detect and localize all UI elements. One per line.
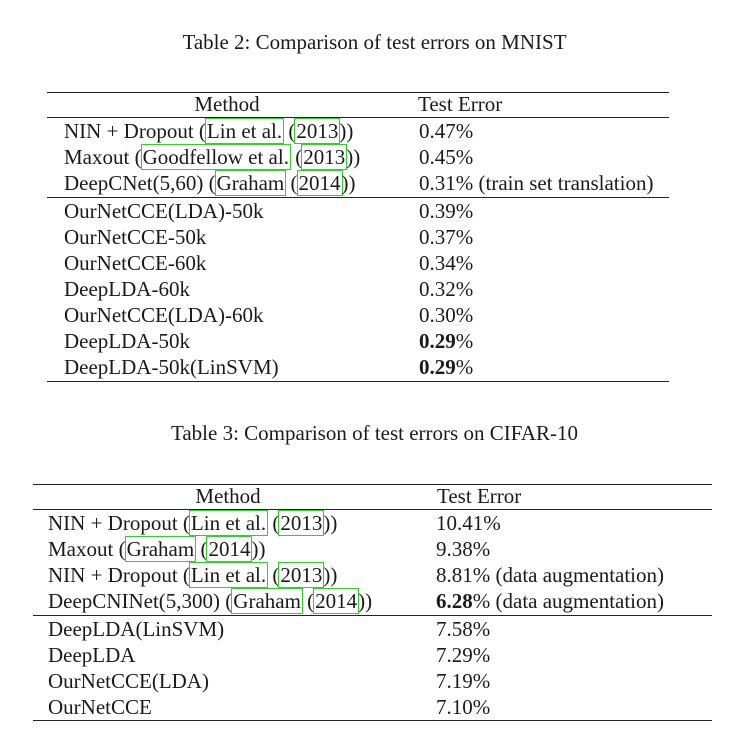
citation-year-link[interactable]: 2013 bbox=[280, 563, 323, 587]
table3-row: Maxout (Graham (2014)) 9.38% bbox=[48, 537, 491, 561]
table3-header-row bbox=[33, 483, 712, 509]
table2-caption: Table 2: Comparison of test errors on MNIST bbox=[182, 30, 567, 54]
table2-bottom-rule bbox=[47, 381, 669, 382]
table3-error-cell: 8.81% (data augmentation) bbox=[436, 563, 665, 587]
citation-year-link[interactable]: 2014 bbox=[298, 171, 341, 195]
citation-link[interactable]: Lin et al. bbox=[206, 119, 283, 143]
citation-year-link[interactable]: 2013 bbox=[280, 511, 323, 535]
citation-link[interactable]: Graham bbox=[233, 589, 301, 613]
best-error-value: 6.28 bbox=[436, 589, 473, 613]
citation-year-link[interactable]: 2013 bbox=[303, 145, 346, 169]
citation-year-link[interactable]: 2014 bbox=[208, 537, 251, 561]
table3-error-cell: 10.41% bbox=[436, 511, 501, 535]
table2-error-cell: 0.45% bbox=[419, 145, 474, 169]
table2-header-method: Method bbox=[194, 92, 260, 116]
table3-error-cell: 9.38% bbox=[436, 537, 491, 561]
table2-header-error: Test Error bbox=[418, 92, 503, 116]
best-error-value: 0.29 bbox=[419, 329, 456, 353]
table3-error-cell: 6.28% (data augmentation) bbox=[436, 589, 665, 613]
citation-link[interactable]: Graham bbox=[126, 537, 195, 561]
table2-row: Maxout (Goodfellow et al. (2013)) 0.45% bbox=[64, 145, 474, 169]
table2-error-cell: 0.47% bbox=[419, 119, 474, 143]
table3-caption: Table 3: Comparison of test errors on CIFAR-10 bbox=[171, 421, 578, 445]
table3-row: DeepCNINet(5,300) (Graham (2014)) 6.28% (data augmentation) bbox=[48, 589, 665, 613]
table2-error-cell: 0.31% (train set translation) bbox=[419, 171, 654, 195]
table3-header-method: Method bbox=[195, 484, 261, 508]
table2-header-row bbox=[47, 91, 669, 117]
best-error-value: 0.29 bbox=[419, 355, 456, 379]
table3-row: NIN + Dropout (Lin et al. (2013)) 8.81% (data augmentation) bbox=[48, 563, 665, 587]
table3-header-error: Test Error bbox=[437, 484, 522, 508]
table3-bottom-rule bbox=[33, 720, 712, 721]
table2-row: NIN + Dropout (Lin et al. (2013)) 0.47% bbox=[64, 119, 474, 143]
citation-year-link[interactable]: 2014 bbox=[315, 589, 358, 613]
citation-year-link[interactable]: 2013 bbox=[296, 119, 339, 143]
citation-link[interactable]: Lin et al. bbox=[190, 511, 267, 535]
citation-link[interactable]: Goodfellow et al. bbox=[142, 145, 289, 169]
citation-link[interactable]: Lin et al. bbox=[190, 563, 267, 587]
citation-link[interactable]: Graham bbox=[216, 171, 285, 195]
table2-row: DeepCNet(5,60) (Graham (2014)) 0.31% (train set translation) bbox=[64, 171, 654, 195]
table3-row: NIN + Dropout (Lin et al. (2013)) 10.41% bbox=[48, 511, 501, 535]
